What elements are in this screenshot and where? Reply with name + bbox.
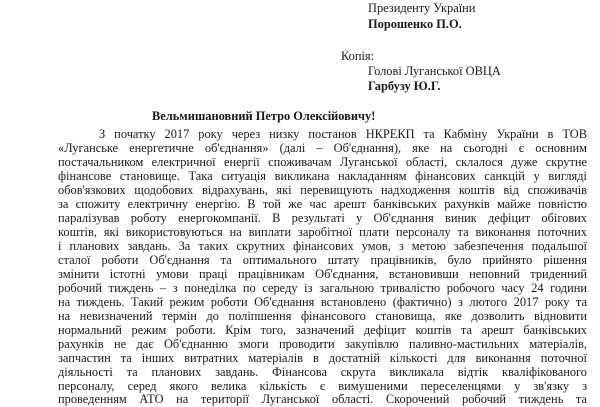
body-line: змінити істотні умови праці працівникам Об'єднання, встановивши неповний триденний: [58, 267, 587, 281]
copy-label: Копія:: [341, 49, 375, 63]
body-line: паралізував роботу енергокомпанії. В результаті у Об'єднання виник дефіцит обігових: [58, 211, 587, 225]
salutation: Вельмишановний Петро Олексійовичу!: [152, 109, 376, 123]
body-line: сталої роботи Об'єднання та оптимального штату працівників, було прийнято рішення: [58, 253, 587, 267]
body-line: коштів, які використовуються на виплати заробітної плати персоналу та виконання поточних: [58, 225, 587, 239]
copy-title: Голові Луганської ОВЦА: [368, 64, 501, 78]
body-line: діяльності та планових завдань. Фінансова скрута викликала відтік кваліфікованого: [58, 365, 587, 379]
body-line: З початку 2017 року через низку постанов НКРЕКП та Кабміну України в ТОВ: [99, 127, 587, 141]
body-line: на невизначений термін до поліпшення фінансового становища, яке дозволить відновити: [58, 309, 587, 323]
addressee-name: Порошенко П.О.: [368, 17, 462, 31]
body-line: запчастин та інших витратних матеріалів в достатній кількості для виконання поточної: [58, 351, 587, 365]
body-line: «Луганське енергетичне об'єднання» (далі – Об'єднання), яке на сьогодні є основним: [58, 141, 587, 155]
body-line: фінансове становище. Така ситуація викликана накладанням фінансових санкцій у вигляді: [58, 169, 587, 183]
body-line: проведенням АТО на території Луганської області. Скорочений робочий тиждень та: [58, 392, 587, 406]
body-line: рахунків не дає Об'єднанню змоги проводити закупівлю паливно-мастильних матеріалів,: [58, 337, 587, 351]
body-line: обов'язкових щодобових відрахувань, які перевищують надходження коштів від споживачів: [58, 183, 587, 197]
body-line: і планових завдань. За таких скрутних фінансових умов, з метою забезпечення подальшої: [58, 239, 587, 253]
body-line: на тиждень. Такий режим роботи Об'єднання встановлено (фактично) з лютого 2017 року та: [58, 295, 587, 309]
body-line: нормальний режим роботи. Крім того, зазначений дефіцит коштів та арешт банківських: [58, 323, 587, 337]
copy-name: Гарбузу Ю.Г.: [368, 79, 441, 93]
addressee-title: Президенту України: [368, 1, 476, 15]
body-line: персоналу, серед якого велика кількість є вимушеними переселенцями у зв'язку з: [58, 379, 587, 393]
body-line: постачальником електричної енергії споживачам Луганської області, склалося дуже скрутне: [58, 155, 587, 169]
body-line: робочий тиждень – з понеділка по середу із загальною тривалістю робочого часу 24 години: [58, 281, 587, 295]
body-line: за спожиту електричну енергію. В той же час арешт банківських рахунків майже повністю: [58, 197, 587, 211]
